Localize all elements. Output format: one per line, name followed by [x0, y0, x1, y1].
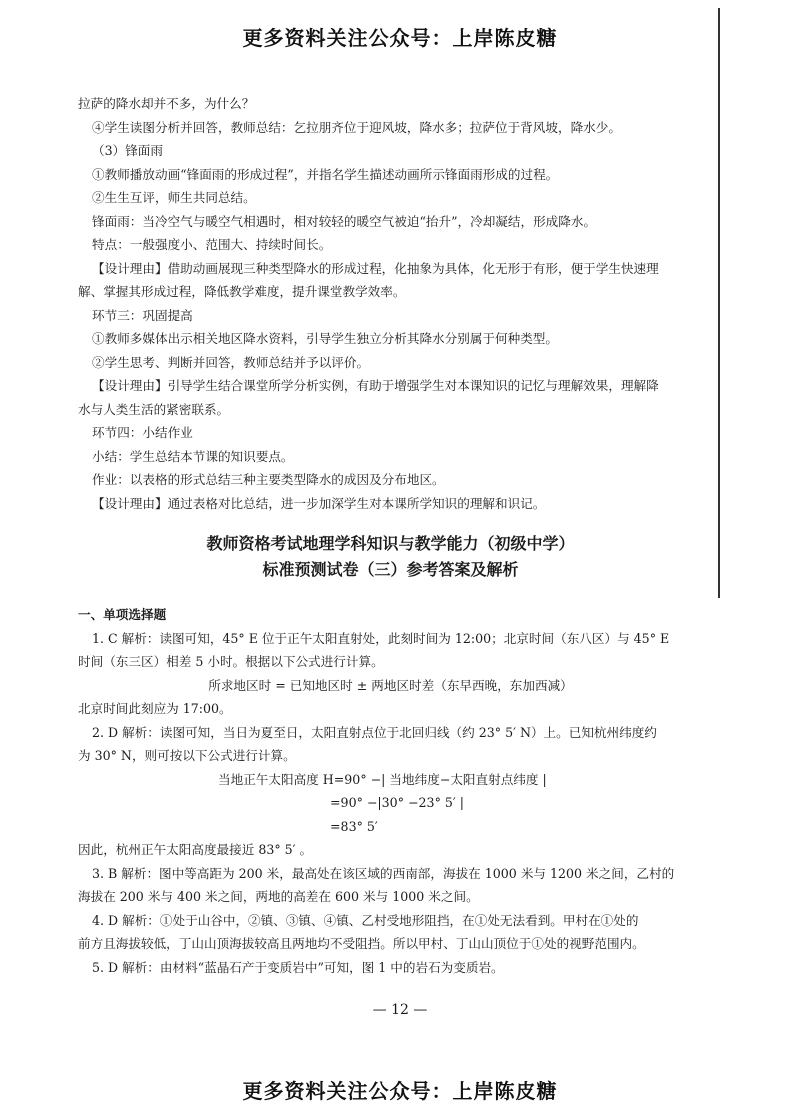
step-heading: 环节三：巩固提高 — [92, 307, 193, 323]
text-line: 解、掌握其形成过程，降低教学难度，提升课堂教学效率。 — [78, 284, 406, 299]
design-reason: 【设计理由】通过表格对比总结，进一步加深学生对本课所学知识的理解和识记。 — [92, 495, 546, 511]
watermark-bottom: 更多资料关注公众号：上岸陈皮糖 — [242, 1079, 558, 1103]
text-line: 作业：以表格的形式总结三种主要类型降水的成因及分布地区。 — [92, 472, 445, 487]
answer-line: 海拔在 200 米与 400 米之间，两地的高差在 600 米与 1000 米之间。 — [78, 889, 479, 904]
formula-line: 当地正午太阳高度 H=90° −| 当地纬度−太阳直射点纬度 | — [218, 771, 547, 787]
text-line: ①教师播放动画“锋面雨的形成过程”，并指名学生描述动画所示锋面雨形成的过程。 — [92, 166, 559, 182]
answer-line: 1. C 解析：读图可知，45° E 位于正午太阳直射处，此刻时间为 12:00；北京时间（东八区）与 45° E — [92, 630, 670, 646]
text-line: 水与人类生活的紧密联系。 — [78, 401, 230, 417]
formula-line: =90° −|30° −23° 5′ | — [330, 795, 464, 810]
text-line: 拉萨的降水却并不多，为什么？ — [78, 96, 255, 111]
text-line: 锋面雨：当冷空气与暖空气相遇时，相对较轻的暖空气被迫“抬升”，冷却凝结，形成降水。 — [92, 213, 597, 229]
answer-line: 前方且海拔较低，丁山山顶海拔较高且两地均不受阻挡。所以甲村、丁山山顶位于①处的视野范围内。 — [78, 936, 645, 951]
text-line: ②生生互评，师生共同总结。 — [92, 190, 256, 205]
answer-line: 北京时间此刻应为 17:00。 — [78, 701, 232, 716]
answer-line: 5. D 解析：由材料“蓝晶石产于变质岩中”可知，图 1 中的岩石为变质岩。 — [92, 959, 504, 975]
section-heading: 一、单项选择题 — [78, 607, 167, 622]
scan-edge-line — [718, 8, 720, 598]
text-line: ①教师多媒体出示相关地区降水资料，引导学生独立分析其降水分别属于何种类型。 — [92, 331, 558, 346]
page-number: — 12 — — [372, 1002, 428, 1018]
answer-line: 时间（东三区）相差 5 小时。根据以下公式进行计算。 — [78, 654, 384, 669]
text-line: ②学生思考、判断并回答，教师总结并予以评价。 — [92, 354, 370, 370]
text-line: 小结：学生总结本节课的知识要点。 — [92, 448, 294, 464]
answer-subtitle: 标准预测试卷（三）参考答案及解析 — [262, 560, 519, 579]
answer-line: 3. B 解析：图中等高距为 200 米，最高处在该区域的西南部，海拔在 1000 米与 1200 米之间，乙村的 — [92, 865, 675, 881]
answer-line: 为 30° N，则可按以下公式进行计算。 — [78, 748, 296, 763]
design-reason: 【设计理由】引导学生结合课堂所学分析实例，有助于增强学生对本课知识的记忆与理解效果，理解降 — [92, 378, 659, 393]
step-heading: 环节四：小结作业 — [92, 425, 193, 440]
text-line: 特点：一般强度小、范围大、持续时间长。 — [92, 237, 332, 252]
watermark-top: 更多资料关注公众号：上岸陈皮糖 — [242, 26, 558, 50]
page-content — [78, 92, 703, 979]
answer-line: 因此，杭州正午太阳高度最接近 83° 5′ 。 — [78, 842, 313, 857]
design-reason: 【设计理由】借助动画展现三种类型降水的形成过程，化抽象为具体，化无形于有形，便于学生快速理 — [92, 260, 659, 276]
text-line: ④学生读图分析并回答，教师总结：乞拉朋齐位于迎风坡，降水多；拉萨位于背风坡，降水少。 — [92, 119, 621, 135]
answer-line: 2. D 解析：读图可知，当日为夏至日，太阳直射点位于北回归线（约 23° 5′ N）上。已知杭州纬度约 — [92, 724, 657, 740]
answer-line: 4. D 解析：①处于山谷中，②镇、③镇、④镇、乙村受地形阻挡，在①处无法看到。甲村在①处的 — [92, 912, 639, 928]
subsection-heading: （3）锋面雨 — [92, 143, 163, 158]
formula-line: 所求地区时 = 已知地区时 ± 两地区时差（东早西晚，东加西减） — [208, 677, 573, 693]
formula-line: =83° 5′ — [330, 818, 378, 834]
answer-title: 教师资格考试地理学科知识与教学能力（初级中学） — [206, 534, 575, 553]
